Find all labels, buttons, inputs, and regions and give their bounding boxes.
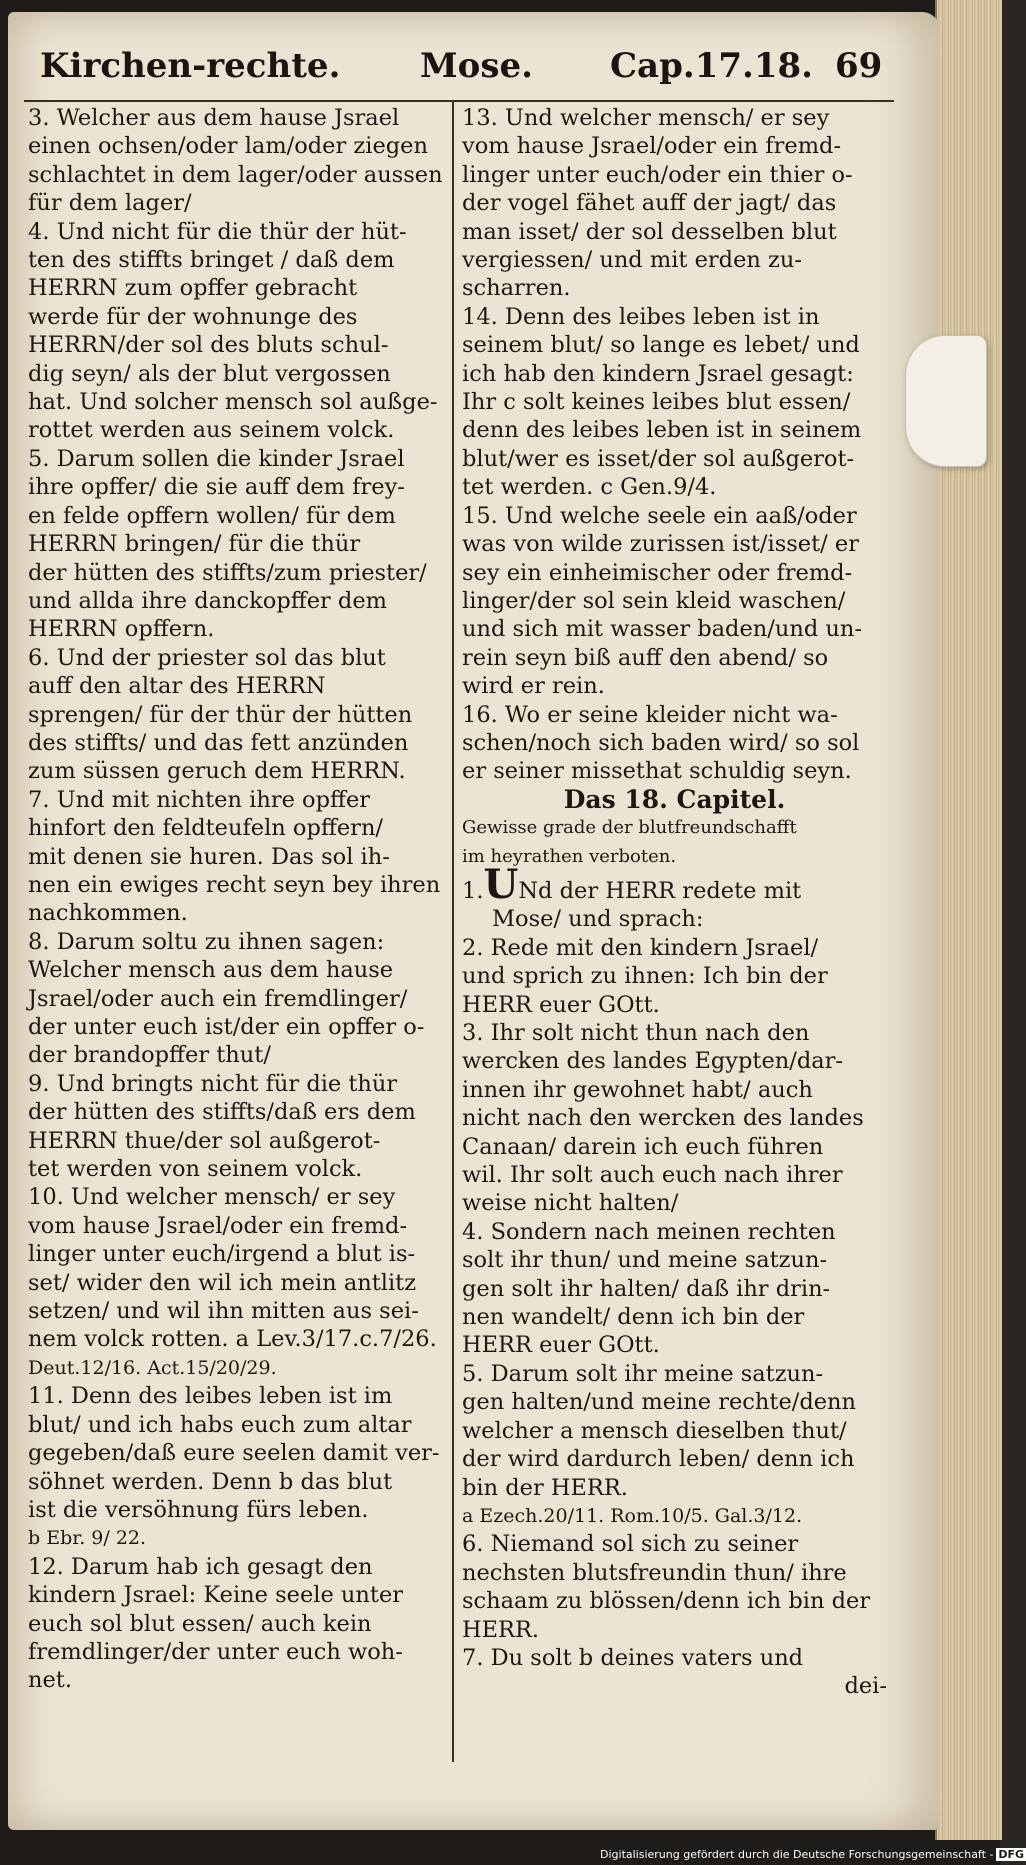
text-line: des stiffts/ und das fett anzünden [28,729,409,756]
text-line: HERRN opffern. [28,616,215,643]
text-line: 7. Und mit nichten ihre opffer [28,786,371,813]
text-line: weise nicht halten/ [462,1190,679,1217]
text-line: schlachtet in dem lager/oder aussen [28,161,443,188]
text-line: werde für der wohnunge des [28,303,358,330]
cross-reference: Deut.12/16. Act.15/20/29. [28,1356,277,1379]
text-line: HERR. [462,1616,540,1643]
text-line: 6. Niemand sol sich zu seiner [462,1531,799,1558]
text-line: der unter euch ist/der ein opffer o- [28,1014,425,1040]
text-line: man isset/ der sol desselben blut [462,218,837,245]
text-line: HERRN zum opffer gebracht [28,275,358,302]
text-line: ist die versöhnung fürs leben. [28,1496,369,1523]
text-line: linger/der sol sein kleid waschen/ [462,587,846,614]
text-line: 5. Darum sollen die kinder Jsrael [28,445,405,472]
text-line: und sich mit wasser baden/und un- [462,616,862,643]
text-line: und allda ihre danckopffer dem [28,587,387,614]
text-line: rottet werden aus seinem volck. [28,417,395,444]
text-line: 9. Und bringts nicht für die thür [28,1070,398,1097]
text-line: HERRN thue/der sol außgerot- [28,1127,381,1154]
text-line: der vogel fähet auff der jagt/ das [462,190,837,217]
chapter-summary: Gewisse grade der blutfreundschafft [462,817,797,839]
text-line: wird er rein. [462,673,605,700]
text-line: 7. Du solt b deines vaters und [462,1644,804,1671]
text-line: HERRN/der sol des bluts schul- [28,332,389,359]
header-page-number: 69 [835,46,883,86]
text-line: schen/noch sich baden wird/ so sol [462,729,860,756]
text-line: zum süssen geruch dem HERRN. [28,758,406,785]
text-line: linger unter euch/oder ein thier o- [462,161,853,188]
text-line: ten des stiffts bringet / daß dem [28,247,395,274]
left-column [28,104,446,1695]
chapter-first-line [462,860,887,908]
text-line: 5. Darum solt ihr meine satzun- [462,1360,824,1387]
text-line: 14. Denn des leibes leben ist in [462,303,820,330]
verse-number: 1. [462,877,484,904]
text-line: solt ihr thun/ und meine satzun- [462,1247,828,1274]
digitization-credit [600,1848,1025,1864]
text-line: 13. Und welcher mensch/ er sey [462,105,830,131]
column-divider [452,102,454,1762]
text-line: vom hause Jsrael/oder ein fremd- [28,1212,408,1239]
text-line: 4. Und nicht für die thür der hüt- [28,218,407,245]
text-line: nechsten blutsfreundin thun/ ihre [462,1559,847,1586]
page-tab-marker [905,335,987,467]
text-line: 10. Und welcher mensch/ er sey [28,1184,396,1211]
text-line: hinfort den feldteufeln opffern/ [28,815,384,842]
first-line-text: Nd der HERR redete mit [518,877,802,904]
text-line: ich hab den kindern Jsrael gesagt: [462,360,854,387]
text-line: nem volck rotten. a Lev.3/17.c.7/26. [28,1326,437,1353]
header-book-title: Mose. [420,46,533,86]
text-line: seinem blut/ so lange es lebet/ und [462,332,860,359]
text-line: 2. Rede mit den kindern Jsrael/ [462,934,819,961]
catchword: dei- [844,1673,887,1700]
header-rule [24,100,894,102]
text-line: tet werden. c Gen.9/4. [462,474,717,501]
text-line: nachkommen. [28,900,188,927]
text-line: 15. Und welche seele ein aaß/oder [462,502,857,529]
text-line: 3. Ihr solt nicht thun nach den [462,1020,810,1046]
text-line: schaam zu blössen/denn ich bin der [462,1588,871,1615]
text-line: hat. Und solcher mensch sol außge- [28,389,438,416]
text-line: vergiessen/ und mit erden zu- [462,247,802,274]
text-line: mit denen sie huren. Das sol ih- [28,843,390,870]
header-chapter-range: Cap.17.18. [610,46,814,86]
text-line: tet werden von seinem volck. [28,1156,363,1183]
text-line: 11. Denn des leibes leben ist im [28,1383,393,1410]
text-line: söhnet werden. Denn b das blut [28,1468,393,1495]
text-line: scharren. [462,275,571,302]
text-line: gen solt ihr halten/ daß ihr drin- [462,1275,831,1302]
text-line: was von wilde zurissen ist/isset/ er [462,531,859,558]
text-line: en felde opffern wollen/ für dem [28,502,396,529]
text-line: Mose/ und sprach: [492,906,704,933]
text-line: 4. Sondern nach meinen rechten [462,1218,836,1245]
text-line: 16. Wo er seine kleider nicht wa- [462,701,838,728]
book-page-edges [935,0,1002,1840]
text-line: net. [28,1667,73,1694]
text-line: nen ein ewiges recht seyn bey ihren [28,871,441,898]
text-line: 3. Welcher aus dem hause Jsrael [28,105,400,131]
text-line: fremdlinger/der unter euch woh- [28,1638,403,1665]
text-line: einen ochsen/oder lam/oder ziegen [28,133,428,160]
text-line: setzen/ und wil ihn mitten aus sei- [28,1298,419,1325]
dfg-logo: DFG [998,1848,1025,1861]
chapter-heading: Das 18. Capitel. [563,784,786,814]
text-line: der brandopffer thut/ [28,1042,271,1069]
text-line: gen halten/und meine rechte/denn [462,1389,857,1416]
right-column [462,104,887,1701]
text-line: nen wandelt/ denn ich bin der [462,1304,805,1331]
text-line: Canaan/ darein ich euch führen [462,1133,824,1160]
text-line: der wird dardurch leben/ denn ich [462,1446,855,1473]
text-line: denn des leibes leben ist in seinem [462,417,862,444]
text-line: er seiner missethat schuldig seyn. [462,758,852,785]
text-line: HERR euer GOtt. [462,1332,660,1359]
running-header [20,40,900,100]
text-line: der hütten des stiffts/zum priester/ [28,559,427,586]
credit-text: Digitalisierung gefördert durch die Deutsche Forschungsgemeinschaft - [600,1848,994,1861]
text-line: Welcher mensch aus dem hause [28,957,394,984]
text-line: vom hause Jsrael/oder ein fremd- [462,133,842,160]
text-line: Ihr c solt keines leibes blut essen/ [462,389,851,416]
text-line: 12. Darum hab ich gesagt den [28,1553,373,1580]
text-line: auff den altar des HERRN [28,673,326,700]
cross-reference: b Ebr. 9/ 22. [28,1527,147,1550]
text-line: HERR euer GOtt. [462,991,660,1018]
text-line: 8. Darum soltu zu ihnen sagen: [28,928,385,955]
text-line: sprengen/ für der thür der hütten [28,701,413,728]
text-line: wercken des landes Egypten/dar- [462,1048,844,1075]
header-section-title: Kirchen-rechte. [40,46,341,86]
text-line: linger unter euch/irgend a blut is- [28,1241,416,1268]
text-line: dig seyn/ als der blut vergossen [28,360,391,387]
text-line: ihre opffer/ die sie auff dem frey- [28,474,405,501]
text-line: wil. Ihr solt auch euch nach ihrer [462,1162,843,1189]
text-line: rein seyn biß auff den abend/ so [462,644,829,671]
text-line: innen ihr gewohnet habt/ auch [462,1076,813,1103]
text-line: HERRN bringen/ für die thür [28,531,361,558]
text-line: der hütten des stiffts/daß ers dem [28,1099,416,1126]
text-line: 6. Und der priester sol das blut [28,644,386,671]
text-line: bin der HERR. [462,1474,628,1501]
text-line: Jsrael/oder auch ein fremdlinger/ [28,985,408,1012]
chapter-summary: im heyrathen verboten. [462,845,677,867]
decorated-initial: U [483,860,519,908]
text-line: euch sol blut essen/ auch kein [28,1610,372,1637]
text-line: set/ wider den wil ich mein antlitz [28,1269,417,1296]
text-line: blut/wer es isset/der sol außgerot- [462,445,855,472]
text-line: und sprich zu ihnen: Ich bin der [462,963,828,990]
text-line: kindern Jsrael: Keine seele unter [28,1582,404,1609]
text-line: nicht nach den wercken des landes [462,1105,864,1132]
text-line: für dem lager/ [28,190,192,217]
text-line: sey ein einheimischer oder fremd- [462,559,853,586]
cross-reference: a Ezech.20/11. Rom.10/5. Gal.3/12. [462,1504,803,1527]
text-line: welcher a mensch dieselben thut/ [462,1417,847,1444]
text-line: gegeben/daß eure seelen damit ver- [28,1440,440,1467]
text-line: blut/ und ich habs euch zum altar [28,1411,412,1438]
